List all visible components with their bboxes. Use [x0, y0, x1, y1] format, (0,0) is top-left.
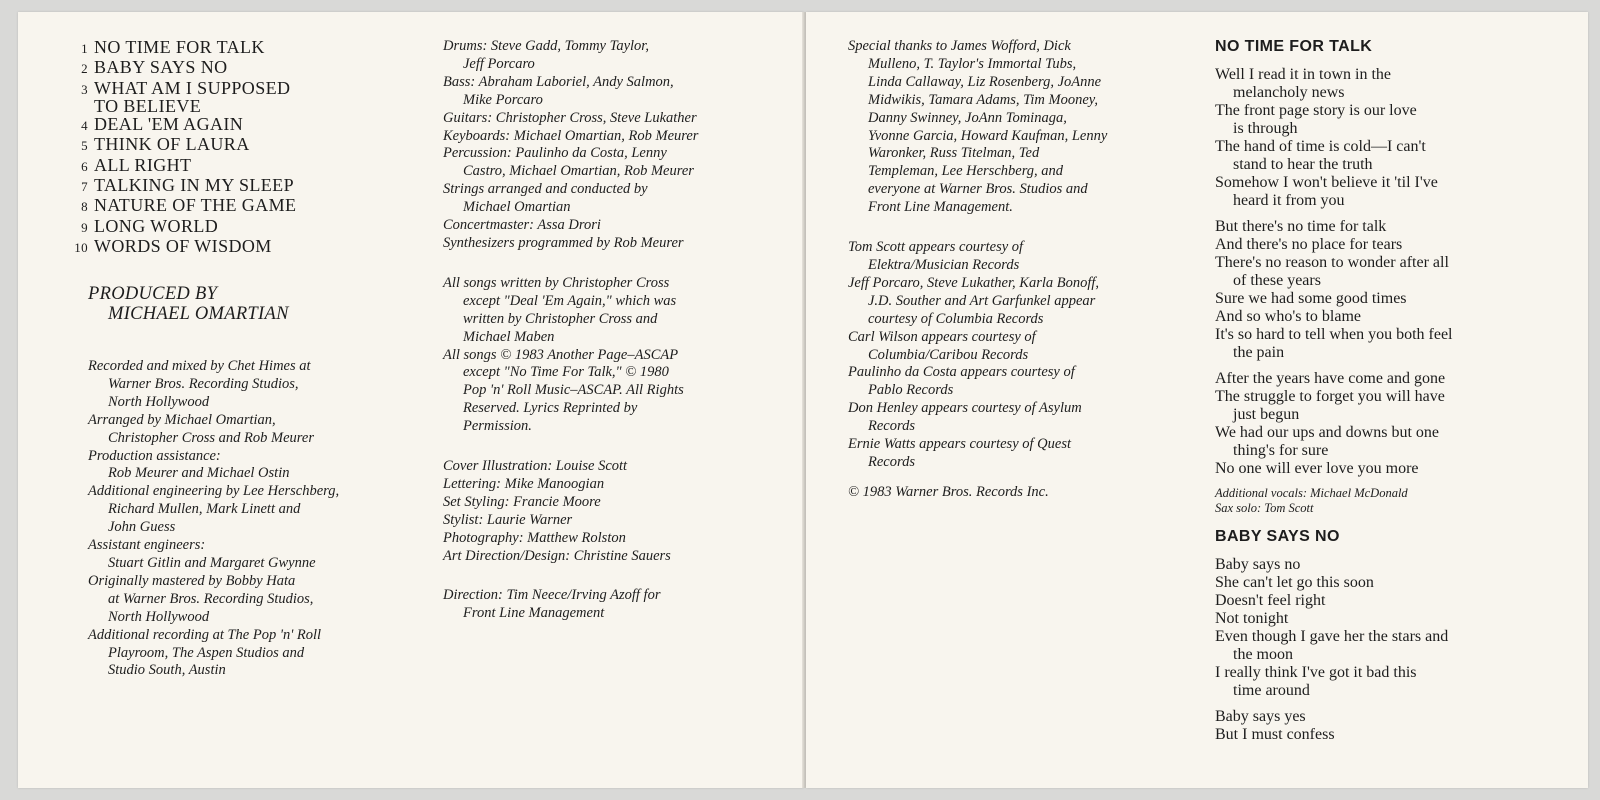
musician-entry: Drums: Steve Gadd, Tommy Taylor, Jeff Porcaro: [443, 38, 649, 72]
track-number: 2: [81, 61, 88, 77]
lyric-line: But I must confess: [1215, 726, 1335, 743]
lyric-line: The hand of time is cold—I can't stand to hear the truth: [1215, 138, 1426, 173]
art-credit-entry: Set Styling: Francie Moore: [443, 493, 601, 510]
courtesy-entry: Ernie Watts appears courtesy of Quest Records: [848, 436, 1071, 470]
track-item: [64, 196, 394, 216]
lyric-line: Even though I gave her the stars and the moon: [1215, 628, 1449, 663]
songwriting-entry: All songs written by Christopher Cross except "Deal 'Em Again," which was written by Christopher Cross and Michael Maben: [443, 274, 677, 345]
producer-heading: PRODUCED BY: [88, 284, 218, 304]
track-number: 5: [81, 138, 88, 154]
track-item: [64, 176, 394, 196]
courtesy-entry: Carl Wilson appears courtesy of Columbia/Caribou Records: [848, 328, 1036, 363]
track-list: [64, 38, 394, 257]
song-title: NO TIME FOR TALK: [1215, 38, 1373, 55]
lyric-line: Baby says yes: [1215, 708, 1306, 725]
lyric-line: After the years have come and gone: [1215, 370, 1446, 387]
lyric-line: The front page story is our love is through: [1215, 102, 1417, 137]
track-number: 6: [81, 158, 88, 174]
track-item: [64, 237, 394, 257]
track-title: NO TIME FOR TALK: [94, 37, 265, 57]
lyric-line: Doesn't feel right: [1215, 592, 1326, 609]
musician-entry: Concertmaster: Assa Drori: [443, 217, 601, 234]
musician-entry: Guitars: Christopher Cross, Steve Lukather: [443, 109, 697, 126]
track-number: 9: [81, 219, 88, 235]
lyric-line: No one will ever love you more: [1215, 460, 1419, 477]
track-title: NATURE OF THE GAME: [94, 195, 297, 216]
track-item: [64, 58, 394, 78]
lyric-line: She can't let go this soon: [1215, 574, 1374, 591]
track-number: 10: [74, 239, 88, 255]
copyright-notice: © 1983 Warner Bros. Records Inc.: [848, 483, 1049, 500]
lyric-stanza: [1215, 218, 1575, 362]
track-number: 3: [81, 81, 88, 97]
courtesy-entry: Paulinho da Costa appears courtesy of Pablo Records: [848, 364, 1075, 399]
lyric-line: I really think I've got it bad this time around: [1215, 664, 1417, 699]
credit-entry: Production assistance: Rob Meurer and Michael Ostin: [88, 447, 290, 482]
lyric-stanza: [1215, 66, 1575, 210]
track-title: WHAT AM I SUPPOSED TO BELIEVE: [94, 79, 394, 116]
track-title: DEAL 'EM AGAIN: [94, 114, 244, 135]
track-title: TALKING IN MY SLEEP: [94, 175, 294, 196]
track-number: 1: [81, 41, 88, 56]
track-number: 7: [81, 179, 88, 195]
direction-credit: Direction: Tim Neece/Irving Azoff for Front Line Management: [443, 587, 661, 622]
musician-entry: Percussion: Paulinho da Costa, Lenny Castro, Michael Omartian, Rob Meurer: [443, 145, 694, 180]
spacer: [443, 436, 793, 458]
track-number: 4: [81, 118, 88, 134]
lyric-line: Baby says no: [1215, 556, 1301, 573]
musician-entry: Keyboards: Michael Omartian, Rob Meurer: [443, 127, 699, 144]
track-title: LONG WORLD: [94, 215, 219, 236]
art-credit-entry: Art Direction/Design: Christine Sauers: [443, 547, 671, 564]
musician-credits: [443, 38, 793, 623]
lyric-line: Well I read it in town in the melancholy news: [1215, 66, 1391, 101]
art-credit-entry: Lettering: Mike Manoogian: [443, 475, 605, 492]
right-page: [806, 12, 1588, 788]
spacer: [848, 217, 1178, 239]
track-item: [64, 79, 394, 116]
lyric-line: And so who's to blame: [1215, 308, 1361, 325]
credit-entry: Additional recording at The Pop 'n' Roll Playroom, The Aspen Studios and Studio South, Austin: [88, 626, 322, 679]
lyric-line: It's so hard to tell when you both feel the pain: [1215, 326, 1453, 361]
track-item: [64, 115, 394, 135]
lyric-line: Sure we had some good times: [1215, 290, 1407, 307]
track-title: BABY SAYS NO: [94, 57, 228, 78]
lyric-line: There's no reason to wonder after all of these years: [1215, 254, 1449, 289]
lyric-line: But there's no time for talk: [1215, 218, 1387, 235]
track-item: [64, 156, 394, 176]
art-credit-entry: Stylist: Laurie Warner: [443, 511, 573, 528]
courtesy-entry: Don Henley appears courtesy of Asylum Records: [848, 400, 1082, 435]
track-title-continued: TO BELIEVE: [94, 95, 202, 116]
track-title: THINK OF LAURA: [94, 134, 250, 155]
art-credit-entry: Cover Illustration: Louise Scott: [443, 458, 628, 475]
lyric-line: And there's no place for tears: [1215, 236, 1403, 253]
lyric-stanza: [1215, 556, 1575, 700]
lyric-line: Not tonight: [1215, 610, 1289, 627]
track-title: ALL RIGHT: [94, 154, 192, 175]
credit-entry: Additional engineering by Lee Herschberg, Richard Mullen, Mark Linett and John Guess: [88, 483, 340, 536]
special-thanks: Special thanks to James Wofford, Dick Mulleno, T. Taylor's Immortal Tubs, Linda Callaway, Liz Rosenberg, JoAnne Midwikis, Tamara Adams, Tim Mooney, Danny Swinney, JoAnn Tominaga, Yvonne Garcia, Howard Kaufman, Lenny Waronker, Russ Titelman, Ted Templeman, Lee Herschberg, and everyone at Warner Bros. Studios and Front Line Management.: [848, 38, 1108, 216]
track-item: [64, 135, 394, 155]
credit-entry: Recorded and mixed by Chet Himes at Warner Bros. Recording Studios, North Hollywood: [88, 358, 311, 410]
thanks-credits: [848, 38, 1178, 502]
left-page: [18, 12, 804, 788]
songwriting-entry: All songs © 1983 Another Page–ASCAP except "No Time For Talk," © 1980 Pop 'n' Roll Music–ASCAP. All Rights Reserved. Lyrics Reprinted by Permission.: [443, 346, 684, 435]
lyric-stanza: [1215, 708, 1575, 744]
track-number: 8: [81, 199, 88, 215]
art-credit-entry: Photography: Matthew Rolston: [443, 529, 626, 546]
spacer: [443, 565, 793, 587]
credit-entry: Assistant engineers: Stuart Gitlin and Margaret Gwynne: [88, 537, 316, 571]
courtesy-entry: Tom Scott appears courtesy of Elektra/Musician Records: [848, 239, 1024, 273]
courtesy-entry: Jeff Porcaro, Steve Lukather, Karla Bonoff, J.D. Souther and Art Garfunkel appear courtesy of Columbia Records: [848, 274, 1100, 327]
credit-entry: Arranged by Michael Omartian, Christopher Cross and Rob Meurer: [88, 411, 314, 446]
lyric-line: Somehow I won't believe it 'til I've heard it from you: [1215, 174, 1438, 209]
song-title: BABY SAYS NO: [1215, 528, 1340, 545]
song-credits: Additional vocals: Michael McDonald Sax solo: Tom Scott: [1215, 486, 1408, 515]
musician-entry: Bass: Abraham Laboriel, Andy Salmon, Mike Porcaro: [443, 73, 674, 108]
musician-entry: Synthesizers programmed by Rob Meurer: [443, 234, 684, 251]
lyric-line: We had our ups and downs but one thing's for sure: [1215, 424, 1440, 459]
spacer: [443, 253, 793, 275]
lyric-line: The struggle to forget you will have just begun: [1215, 388, 1445, 423]
production-credits: [88, 358, 418, 680]
lyric-stanza: [1215, 370, 1575, 478]
producer-name: MICHAEL OMARTIAN: [108, 304, 289, 324]
track-item: [64, 38, 394, 58]
musician-entry: Strings arranged and conducted by Michael Omartian: [443, 181, 648, 216]
producer-credit: [88, 284, 388, 324]
lyrics-column: [1215, 38, 1575, 752]
credit-entry: Originally mastered by Bobby Hata at Warner Bros. Recording Studios, North Hollywood: [88, 572, 314, 625]
track-item: [64, 217, 394, 237]
track-title: WORDS OF WISDOM: [94, 235, 272, 256]
